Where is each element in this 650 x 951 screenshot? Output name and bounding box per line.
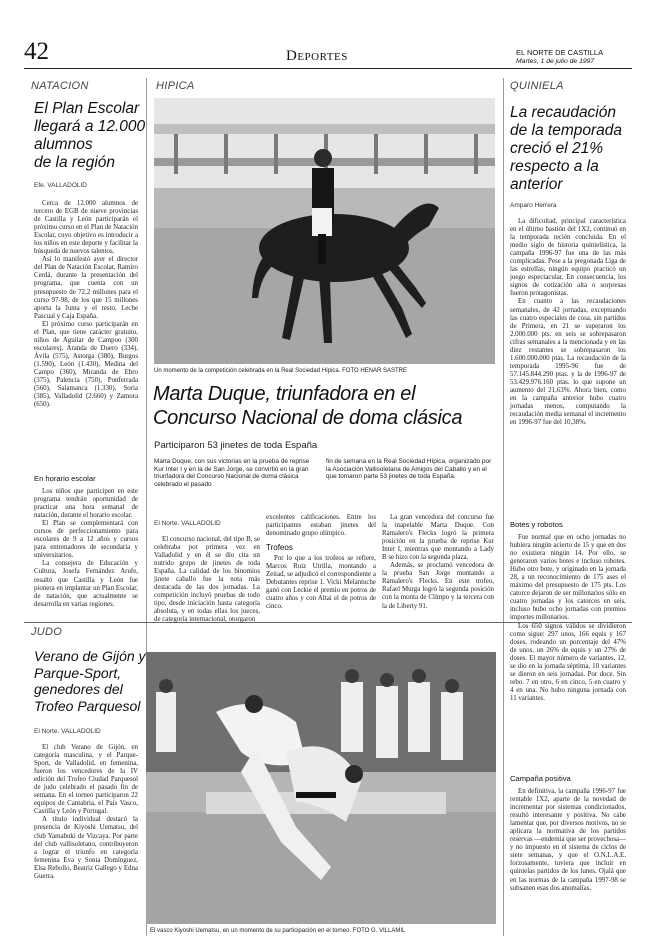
headline-line: anterior [510, 176, 563, 193]
headline-line: La recaudación [510, 104, 616, 121]
equestrian-photo [154, 98, 495, 364]
equestrian-illustration [154, 98, 495, 364]
page-number: 42 [24, 38, 49, 65]
paragraph: Los 650 signos válidos se dividieron como sigue: 297 unos, 166 equis y 167 doses, rodeando un porcentaje del 47% de unos, un 26% de equis y un 27% de doses. El mayor número de variantes, 12, se dio en la jornada séptima, 10 variantes se dieron en seis jornadas. Por doce. Sin rebo. 7 en otro, 6 en cinco, 5 en cuatro y 4 en una. No hubo ninguna jornada con 11 variantes. [510, 622, 626, 702]
paragraph: Por lo que a los trofeos se refiere, Marcos Ruiz Utrilla, montando a Zeitad, se adjudicó el correspondiente a Debutantes reprise 1. Vicki Melantuche ganó con Leckie el premio en potros de cuatro años y con Altai el de potros de cinco. [266, 555, 376, 611]
headline-line: Marta Duque, triunfadora en el [153, 383, 416, 405]
subhead-campana: Campaña positiva [510, 774, 571, 783]
paragraph: El Plan se complementará con cursos de perfeccionamiento para escolares de 9 a 12 años y cursos para entrenadores de secundaria y universitarios. [34, 520, 138, 560]
headline-line: respecto a la [510, 158, 599, 175]
byline-hipica: El Norte. VALLADOLID [154, 520, 221, 527]
lead-paragraph-1: Marta Duque, con sus victorias en la prueba de reprise Kur Inter I y en la de San Jorge, se convirtió en la gran triunfadora del Concurso Nacional de doma clásica celebrado el pasado [154, 458, 310, 488]
section-label-judo: JUDO [31, 626, 63, 638]
headline-line: llegará a 12.000 [34, 118, 146, 135]
paragraph: En cuanto a las recaudaciones semanales, de 42 jornadas, exceptuando las cuatro especiales de cosa, sin partidos de Primera, en 21 se superaron los 2.000.000 pts. en seis se sobrepasaron cifras semanales a la mencionada y en las diez restantes se sobrepasaron los 1.600.000.000 ptas. La recaudación de la temporada 1995-96 fue de 57.145.844.290 ptas. y la de 1996-97 de 53.429.976.160 ptas. lo que supone un aumento del 21,63%. Ahora bien, como en la campaña anterior hubo cuatro jornadas menos, computando la recaudación media semanal el incremento en 1996-97 fue del 10,38%. [510, 298, 626, 427]
subhead-botes: Botes y robotos [510, 520, 563, 529]
article-body-horario [34, 488, 138, 610]
masthead-rule [24, 68, 632, 69]
headline-line: Concurso Nacional de doma clásica [153, 407, 463, 429]
paragraph: La gran vencedora del concurso fue la inapelable Marta Duque. Con Ramalero's Flecks logró la primera posición en la prueba de reprise Kur Inter I, mientras que montando a Lady B se hizo con la segunda plaza. [382, 514, 494, 562]
headline-quiniela [510, 104, 630, 194]
judo-photo [146, 652, 496, 924]
article-body-natacion [34, 200, 138, 462]
newspaper-name: EL NORTE DE CASTILLA [516, 48, 604, 57]
headline-line: El Plan Escolar [34, 100, 140, 117]
issue-date: Martes, 1 de julio de 1997 [516, 58, 595, 65]
section-title: Deportes [286, 48, 348, 64]
paragraph: Cerca de 12.000 alumnos de tercero de EGB de nueve provincias de Castilla y León participarán el próximo curso en el Plan de Natación Escolar, cuyo objetivo es introducir a los niños en este deporte y facilitar la búsqueda de nuevos talentos. [34, 200, 138, 256]
headline-line: Parque-Sport, [34, 664, 122, 681]
article-body-hipica-col3 [382, 514, 494, 618]
lead-paragraph-2: fin de semana en la Real Sociedad Hípica, organizado por la Asociación Vallisoletana de Amigos del Caballo y en el que tomaron parte 53 jinetes de toda España. [326, 458, 492, 481]
section-label-natacion: NATACION [31, 80, 89, 92]
article-body-quiniela-2 [510, 534, 626, 764]
section-label-hipica: HIPICA [156, 80, 195, 92]
paragraph: El club Verano de Gijón, en categoría masculina, y el Parque-Sport, de Valladolid, en femenina, fueron los vencedores de la IV edición del Trofeo Ciudad Parquesol de judo celebrado el pasado fin de semana. En el torneo participaron 22 equipos de Cantabria, el País Vasco, Castilla y León y Portugal. [34, 744, 138, 816]
headline-line: genedores del [34, 681, 123, 697]
paragraph: La consejera de Educación y Cultura, Josefa Fernández Arufe, resaltó que Castilla y León fue pionera en implantar un Plan Escolar, de natación, que actualmente se desarrolla en varias regiones. [34, 560, 138, 608]
headline-line: de la temporada [510, 122, 623, 139]
byline-quiniela: Amparo Herrera [510, 202, 557, 209]
paragraph: Además, se proclamó vencedora de la prueba San Jorge montando a Ramalero's Flecks. En este trofeo, Rafael Murga logró la segunda posición con la monta de Clímpo y la tercera con la de Liberty 91. [382, 562, 494, 610]
paragraph: El próximo curso participarán en el Plan, que tiene carácter gratuito, niños de Aguilar de Campoo (300 escolares), Aranda de Duero (334), Ávila (575), Astorga (380), Burgos (1.590), León (1.430), Medina del Campo (360), Miranda de Ebro (375), Palencia (750), Ponferrada (560), Salamanca (1.330), Soria (385), Valladolid (2.660) y Zamora (650). [34, 320, 138, 409]
paragraph: Los niños que participen en este programa tendrán oportunidad de practicar una hora semanal de natación, durante el horario escolar. [34, 488, 138, 520]
section-label-quiniela: QUINIELA [510, 80, 564, 92]
headline-line: alumnos [34, 136, 93, 153]
byline-natacion: Efe. VALLADOLID [34, 182, 87, 189]
paragraph: En definitiva, la campaña 1996-97 fue rentable 1X2, aparte de la novedad de incrementar por sistemas condicionados, resultó interesante y positiva. No cabe lamentar que, por diversos motivos, no se aplicara la normativa de los partidos reservas —endemia que ser provechosa— y no impuesto en el sistema de ciclos de siete semanas, y que el O.N.L.A.E. forzosamente, tuviera que incluir en quinielas partidos de los lunes. Ojalá que en las normas de la campaña 1997-98 se subsanen esas dos anomalías. [510, 788, 626, 892]
headline-judo [34, 648, 146, 714]
column-divider-right [503, 78, 504, 936]
article-body-quiniela-1 [510, 218, 626, 510]
headline-line: creció el 21% [510, 140, 604, 157]
judo-illustration [146, 652, 496, 924]
subhead-horario: En horario escolar [34, 474, 96, 483]
photo-caption-hipica: Un momento de la competición celebrada en la Real Sociedad Hípica. FOTO HENAR SASTRE [154, 368, 408, 374]
headline-natacion [34, 100, 146, 172]
article-body-hipica-col2 [266, 514, 376, 618]
paragraph: excelentes calificaciones. Entre los participantes estaban jinetes del denominado grupo olímpico. [266, 514, 376, 538]
article-body-judo [34, 744, 138, 936]
headline-line: Verano de Gijón y [34, 648, 146, 664]
headline-line: Trofeo Parquesol [34, 697, 141, 714]
headline-line: de la región [34, 154, 116, 171]
subheadline-hipica: Participaron 53 jinetes de toda España [154, 440, 318, 451]
headline-hipica [153, 382, 498, 430]
paragraph: A título individual destacó la presencia de Kiyoshi Uematsu, del club Yamabuki de Vizcaya. Por parte del club vallisoletano, contribuyeron a lograr el triunfo en categoría femenina Eva y Sonia Domínguez, Elsa Rebollo, Beatriz Gallego y Edna Guerra. [34, 816, 138, 880]
paragraph: Así lo manifestó ayer el director del Plan de Natación Escolar, Ramiro Cerdá, durante la presentación del programa, que cuenta con un presupuesto de 72,2 millones para el curso 97-98, de los que 15 millones aporta la Junta y el resto, Leche Pascual y Caja España. [34, 256, 138, 320]
article-body-hipica-col1 [154, 536, 260, 624]
photo-caption-judo: El vasco Kiyoshi Uematsu, en un momento de su participación en el torneo. FOTO G. VILLAMIL [150, 928, 406, 934]
byline-judo: El Norte. VALLADOLID [34, 728, 101, 735]
subhead-trofeos: Trofeos [266, 543, 293, 553]
paragraph: Fue normal que en ocho jornadas no hubiera ningún acierto de 15 y que en dos no existiera ningún 14. Por ello, se generaron varios botes e incluso robotes. Hubo otro bote, y originado en la jornada 28, a un reconocimiento de 175 ases el máximo del presupuesto de 175 pts. Los catorce dejaron de ser millonarios sólo en cuatro jornadas y los catorces en seis, incluso hubo ocho jornadas con premios importes millonarios. [510, 534, 626, 622]
paragraph: La dificultad, principal característica en el último bastión del 1X2, continuó en la temporada recién concluida. En el medio siglo de historia quinielística, la campaña 1996-97 fue una de las más complicadas. Pese a la pregonada Liga de las estrellas, ningún equipo practicó un juego espectacular. En consecuencia, los signos de cotización alta o sorpresas fueron protagonistas. [510, 218, 626, 298]
article-body-quiniela-3 [510, 788, 626, 936]
paragraph: El concurso nacional, del tipo B, se celebraba por primera vez en Valladolid y en él se dio cita un nutrido grupo de jinetes de toda España. La calidad de los binomios jinete caballo fue la nota más destacada de las dos jornadas. La competición incluyó pruebas de todo tipo, desde iniciación hasta categoría absoluta, y en todas ellas los jueces, de categoría internacional, otorgaron [154, 536, 260, 624]
